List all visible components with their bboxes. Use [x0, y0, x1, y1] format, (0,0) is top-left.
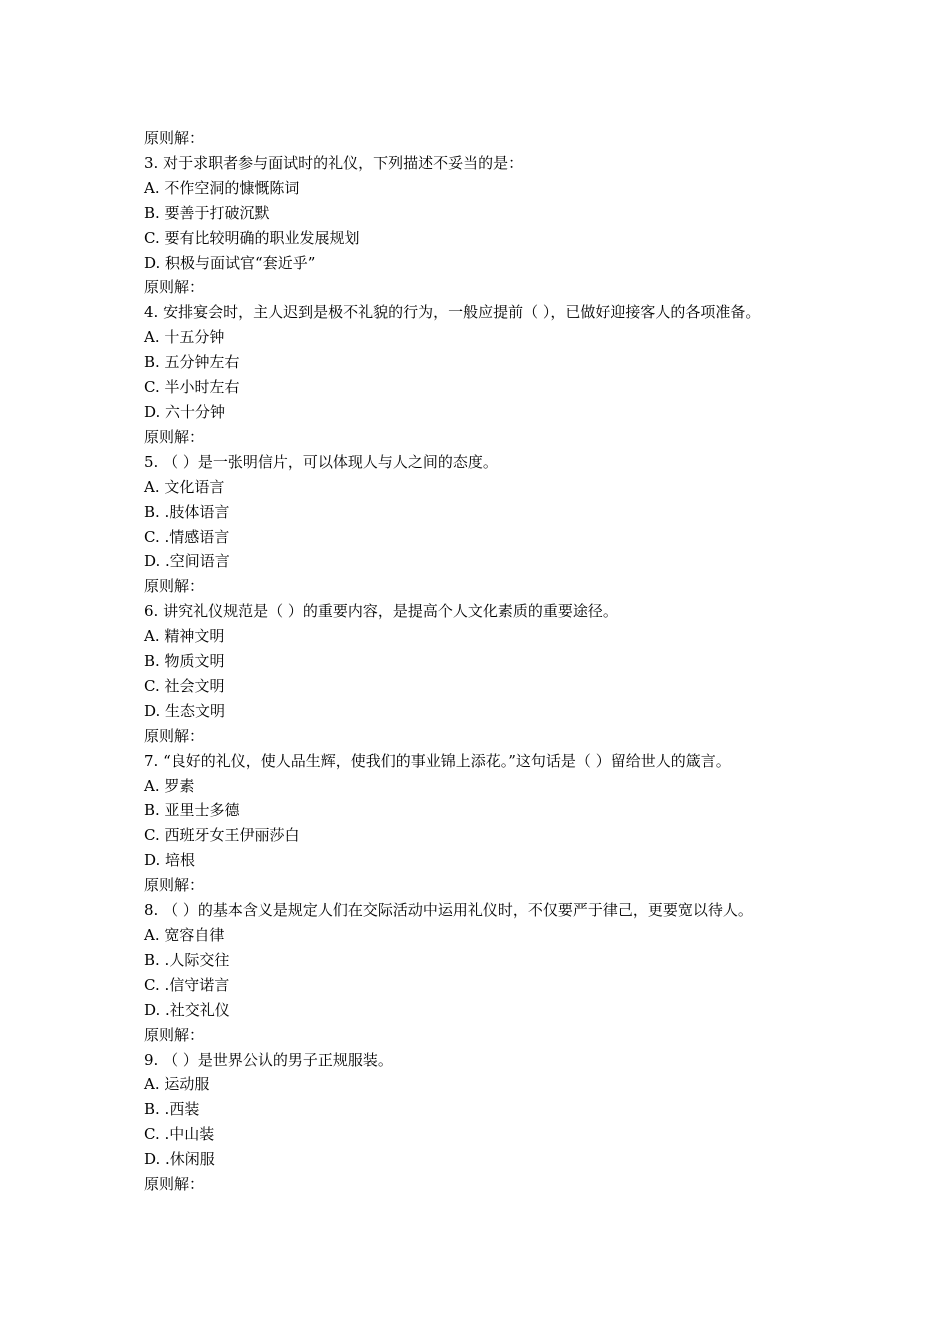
question-block [144, 151, 834, 300]
question-block [144, 749, 834, 898]
question-block [144, 1048, 834, 1197]
answer-line: 原则解： [144, 1175, 205, 1194]
option-a: A. 宽容自律 [144, 926, 225, 944]
option-b: B. 亚里士多德 [144, 801, 240, 820]
option-a: A. 精神文明 [144, 627, 225, 646]
option-c: C. .情感语言 [144, 527, 230, 546]
option-a: A. 文化语言 [144, 477, 225, 496]
option-c: C. .中山装 [144, 1125, 215, 1144]
option-d: D. 培根 [144, 851, 196, 870]
option-b: B. 五分钟左右 [144, 353, 240, 372]
question-stem: 7. “良好的礼仪，使人品生辉，使我们的事业锦上添花。”这句话是（ ）留给世人的箴言。 [144, 751, 731, 770]
question-stem: 5. （ ）是一张明信片，可以体现人与人之间的态度。 [144, 452, 498, 471]
option-b: B. .西装 [144, 1100, 200, 1119]
option-a: A. 罗素 [144, 776, 195, 795]
option-d: D. .休闲服 [144, 1150, 215, 1169]
question-block [144, 898, 834, 1047]
option-c: C. .信守诺言 [144, 975, 230, 994]
option-c: C. 半小时左右 [144, 378, 240, 397]
question-stem: 9. （ ）是世界公认的男子正规服装。 [144, 1050, 393, 1069]
option-d: D. 积极与面试官“套近乎” [144, 253, 316, 272]
option-d: D. .空间语言 [144, 552, 230, 571]
option-c: C. 要有比较明确的职业发展规划 [144, 228, 360, 247]
document-body [144, 126, 834, 1197]
question-stem: 4. 安排宴会时，主人迟到是极不礼貌的行为，一般应提前（ ），已做好迎接客人的各项准备。 [144, 303, 761, 322]
option-a: A. 不作空洞的慷慨陈词 [144, 178, 300, 197]
answer-line: 原则解： [144, 427, 205, 446]
answer-line: 原则解： [144, 129, 205, 147]
question-block [144, 300, 834, 449]
option-b: B. 要善于打破沉默 [144, 203, 270, 222]
answer-line: 原则解： [144, 278, 205, 297]
answer-line: 原则解： [144, 726, 205, 745]
option-b: B. .肢体语言 [144, 502, 230, 521]
answer-line: 原则解： [144, 1025, 205, 1044]
question-block [144, 450, 834, 599]
option-d: D. .社交礼仪 [144, 1000, 230, 1019]
answer-line: 原则解： [144, 577, 205, 596]
option-b: B. .人际交往 [144, 950, 230, 969]
option-c: C. 西班牙女王伊丽莎白 [144, 826, 300, 845]
option-c: C. 社会文明 [144, 676, 225, 695]
question-stem: 3. 对于求职者参与面试时的礼仪，下列描述不妥当的是： [144, 153, 524, 172]
option-a: A. 十五分钟 [144, 328, 225, 347]
answer-line: 原则解： [144, 876, 205, 895]
option-d: D. 六十分钟 [144, 402, 226, 421]
option-b: B. 物质文明 [144, 652, 225, 671]
question-stem: 6. 讲究礼仪规范是（ ）的重要内容，是提高个人文化素质的重要途径。 [144, 602, 618, 621]
question-stem: 8. （ ）的基本含义是规定人们在交际活动中运用礼仪时，不仅要严于律己，更要宽以待人。 [144, 901, 753, 920]
option-a: A. 运动服 [144, 1075, 210, 1094]
question-block [144, 599, 834, 748]
option-d: D. 生态文明 [144, 701, 226, 720]
